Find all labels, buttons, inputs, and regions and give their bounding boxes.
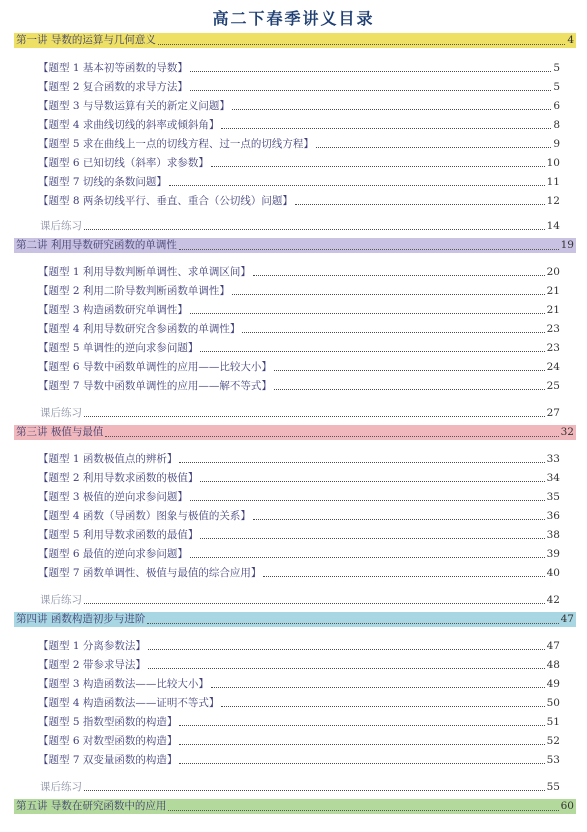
leader-dots [232,293,545,295]
page-number: 48 [546,659,560,671]
page-number: 32 [560,426,574,438]
toc-item[interactable] [38,194,560,208]
item-text: 【题型 4 构造函数法——证明不等式】 [38,697,220,709]
item-text: 【题型 5 求在曲线上一点的切线方程、过一点的切线方程】 [38,138,314,150]
leader-dots [232,108,551,110]
page-number: 11 [546,176,560,188]
practice-item[interactable] [40,780,560,794]
page-number: 47 [546,640,560,652]
page-number: 52 [546,735,560,747]
page-number: 21 [546,304,560,316]
page-number: 19 [560,239,574,251]
toc-item[interactable] [38,490,560,504]
page-number: 50 [546,697,560,709]
item-text: 【题型 5 单调性的逆向求参问题】 [38,342,199,354]
item-text: 【题型 6 对数型函数的构造】 [38,735,178,747]
leader-dots [169,184,545,186]
item-text: 【题型 3 构造函数法——比较大小】 [38,678,209,690]
leader-dots [84,602,545,604]
toc-item[interactable] [38,284,560,298]
item-text: 【题型 4 函数（导函数）图象与极值的关系】 [38,510,251,522]
page-number: 49 [546,678,560,690]
page-number: 21 [546,285,560,297]
toc-item[interactable] [38,80,560,94]
section-1-header[interactable] [14,33,576,48]
item-text: 【题型 2 复合函数的求导方法】 [38,81,188,93]
section-3-header[interactable] [14,425,576,440]
item-text: 【题型 4 利用导数研究含参函数的单调性】 [38,323,241,335]
page-number: 34 [546,472,560,484]
toc-item[interactable] [38,61,560,75]
section-title: 第四讲 函数构造初步与进阶 [16,613,146,625]
section-5-header[interactable] [14,799,576,814]
leader-dots [148,667,545,669]
toc-item[interactable] [38,715,560,729]
leader-dots [190,499,545,501]
leader-dots [200,480,544,482]
section-title: 第三讲 极值与最值 [16,426,104,438]
item-text: 【题型 6 最值的逆向求参问题】 [38,548,188,560]
page-number: 8 [553,119,560,131]
section-4-header[interactable] [14,612,576,627]
leader-dots [190,70,551,72]
item-text: 【题型 2 利用二阶导数判断函数单调性】 [38,285,230,297]
leader-dots [211,165,545,167]
item-text: 【题型 4 求曲线切线的斜率或倾斜角】 [38,119,220,131]
item-text: 课后练习 [40,220,82,232]
leader-dots [179,762,544,764]
page-number: 40 [546,567,560,579]
item-text: 【题型 1 基本初等函数的导数】 [38,62,188,74]
toc-item[interactable] [38,265,560,279]
page-number: 9 [553,138,560,150]
item-text: 【题型 7 双变量函数的构造】 [38,754,178,766]
leader-dots [295,203,545,205]
toc-item[interactable] [38,303,560,317]
toc-item[interactable] [38,734,560,748]
leader-dots [168,809,558,811]
toc-item[interactable] [38,658,560,672]
toc-item[interactable] [38,137,560,151]
leader-dots [253,274,545,276]
item-text: 【题型 2 带参求导法】 [38,659,146,671]
leader-dots [147,622,558,624]
page-number: 14 [546,220,560,232]
page-number: 51 [546,716,560,728]
item-text: 【题型 6 导数中函数单调性的应用——比较大小】 [38,361,272,373]
page-number: 4 [567,34,574,46]
leader-dots [190,312,545,314]
item-text: 课后练习 [40,781,82,793]
practice-item[interactable] [40,219,560,233]
toc-item[interactable] [38,341,560,355]
toc-item[interactable] [38,528,560,542]
leader-dots [221,705,544,707]
leader-dots [105,435,558,437]
toc-item[interactable] [38,471,560,485]
leader-dots [158,43,565,45]
item-text: 【题型 3 与导数运算有关的新定义问题】 [38,100,230,112]
toc-item[interactable] [38,753,560,767]
leader-dots [179,461,544,463]
page-number: 60 [560,800,574,812]
page-title: 高二下春季讲义目录 [212,9,375,28]
page-number: 6 [553,100,560,112]
leader-dots [253,518,545,520]
item-text: 【题型 3 极值的逆向求参问题】 [38,491,188,503]
item-text: 【题型 1 函数极值点的辨析】 [38,453,178,465]
leader-dots [211,686,545,688]
toc-item[interactable] [38,360,560,374]
item-text: 课后练习 [40,407,82,419]
leader-dots [190,556,545,558]
leader-dots [200,350,544,352]
leader-dots [221,127,551,129]
section-2-header[interactable] [14,238,576,253]
item-text: 【题型 7 函数单调性、极值与最值的综合应用】 [38,567,262,579]
leader-dots [263,575,544,577]
page-number: 39 [546,548,560,560]
page-number: 33 [546,453,560,465]
practice-item[interactable] [40,406,560,420]
page-number: 27 [546,407,560,419]
item-text: 【题型 1 利用导数判断单调性、求单调区间】 [38,266,251,278]
page-number: 10 [546,157,560,169]
leader-dots [84,228,545,230]
leader-dots [84,789,545,791]
item-text: 【题型 3 构造函数研究单调性】 [38,304,188,316]
leader-dots [179,724,544,726]
toc-item[interactable] [38,118,560,132]
page-number: 55 [546,781,560,793]
page-number: 53 [546,754,560,766]
toc-item[interactable] [38,547,560,561]
leader-dots [316,146,551,148]
item-text: 【题型 6 已知切线（斜率）求参数】 [38,157,209,169]
page-number: 35 [546,491,560,503]
page-number: 23 [546,323,560,335]
item-text: 【题型 8 两条切线平行、垂直、重合（公切线）问题】 [38,195,293,207]
item-text: 【题型 5 指数型函数的构造】 [38,716,178,728]
item-text: 课后练习 [40,594,82,606]
toc-item[interactable] [38,566,560,580]
page-number: 5 [553,62,560,74]
section-title: 第二讲 利用导数研究函数的单调性 [16,239,177,251]
toc-item[interactable] [38,175,560,189]
toc-item[interactable] [38,322,560,336]
page-number: 23 [546,342,560,354]
page-number: 42 [546,594,560,606]
leader-dots [179,248,559,250]
leader-dots [274,388,545,390]
leader-dots [274,369,545,371]
page-number: 5 [553,81,560,93]
leader-dots [148,648,545,650]
toc-item[interactable] [38,509,560,523]
section-title: 第五讲 导数在研究函数中的应用 [16,800,167,812]
item-text: 【题型 1 分离参数法】 [38,640,146,652]
page-number: 20 [546,266,560,278]
toc-item[interactable] [38,99,560,113]
section-title: 第一讲 导数的运算与几何意义 [16,34,156,46]
toc-item[interactable] [38,156,560,170]
page-number: 24 [546,361,560,373]
page-number: 38 [546,529,560,541]
item-text: 【题型 7 切线的条数问题】 [38,176,167,188]
leader-dots [242,331,544,333]
page-number: 25 [546,380,560,392]
page-number: 12 [546,195,560,207]
practice-item[interactable] [40,593,560,607]
item-text: 【题型 5 利用导数求函数的最值】 [38,529,199,541]
toc-item[interactable] [38,677,560,691]
leader-dots [179,743,544,745]
toc-item[interactable] [38,696,560,710]
leader-dots [200,537,544,539]
toc-item[interactable] [38,452,560,466]
item-text: 【题型 2 利用导数求函数的极值】 [38,472,199,484]
toc-item[interactable] [38,639,560,653]
item-text: 【题型 7 导数中函数单调性的应用——解不等式】 [38,380,272,392]
leader-dots [190,89,551,91]
page-number: 47 [560,613,574,625]
leader-dots [84,415,545,417]
toc-item[interactable] [38,379,560,393]
page-number: 36 [546,510,560,522]
